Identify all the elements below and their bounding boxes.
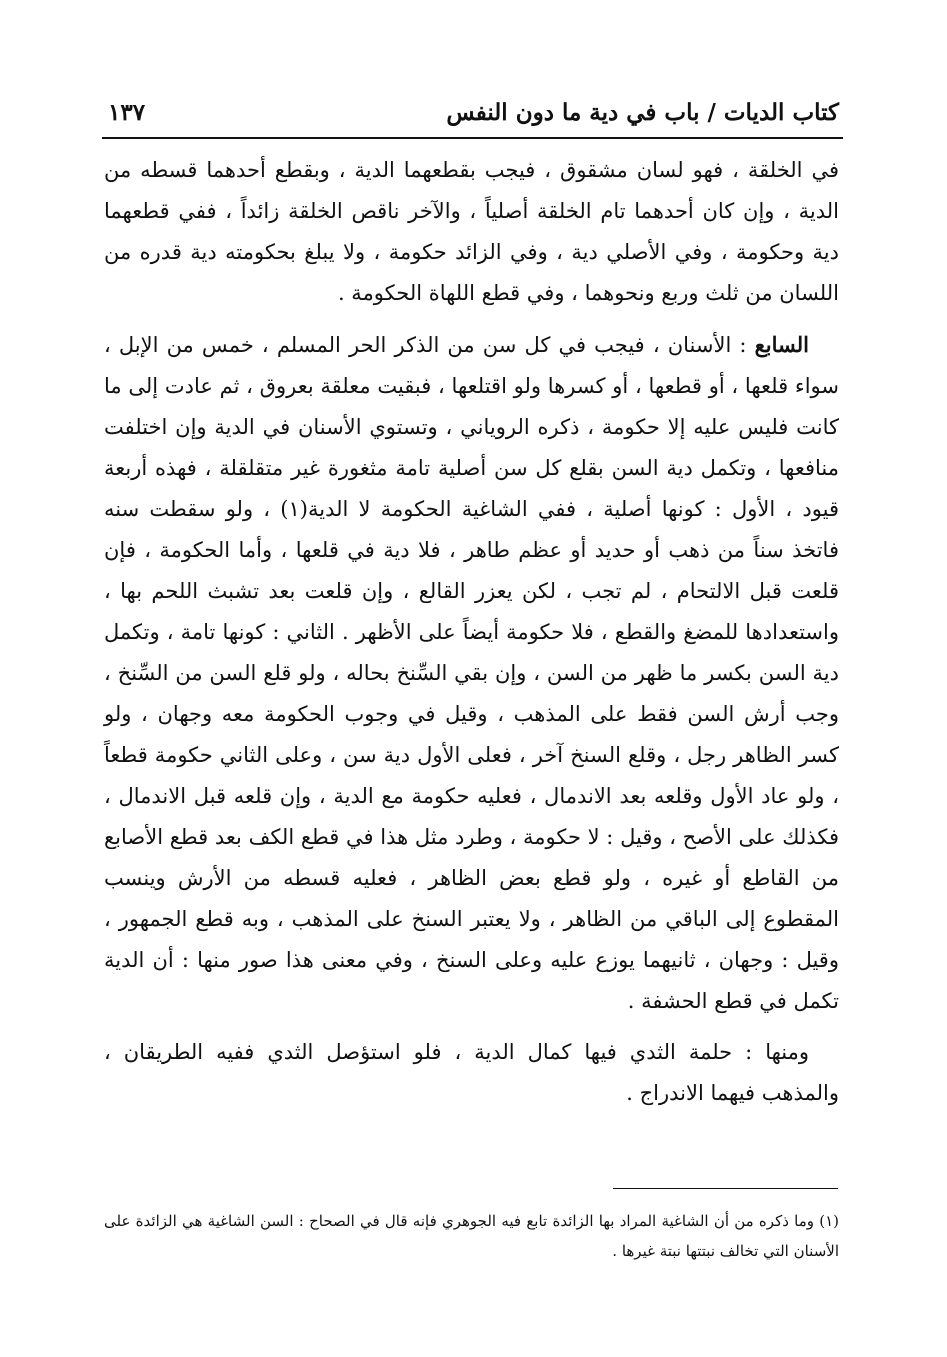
paragraph-1: في الخلقة ، فهو لسان مشقوق ، فيجب بقطعهما الدية ، وبقطع أحدهما قسطه من الدية ، وإن كان أحدهما تام الخلقة أصلياً ، والآخر ناقص الخلقة زائداً ، ففي قطعهما دية وحكومة ، وفي الأصلي دية ، وفي الزائد حكومة ، ولا يبلغ بحكومته دية قدره من اللسان من ثلث وربع ونحوهما ، وفي قطع اللهاة الحكومة . [104, 158, 839, 305]
paragraph-2 [104, 324, 839, 1022]
running-header [108, 92, 839, 132]
paragraph-2-text: : الأسنان ، فيجب في كل سن من الذكر الحر المسلم ، خمس من الإبل ، سواء قلعها ، أو قطعها ، أو كسرها ولو اقتلعها ، فبقيت معلقة بعروق ، ثم عادت إلى ما كانت فليس عليه إلا حكومة ، ذكره الروياني ، وتستوي الأسنان في الدية وإن اختلفت منافعها ، وتكمل دية السن بقلع كل سن أصلية تامة مثغورة غير متقلقلة ، فهذه أربعة قيود ، الأول : كونها أصلية ، ففي الشاغية الحكومة لا الدية(١) ، ولو سقطت سنه فاتخذ سناً من ذهب أو حديد أو عظم طاهر ، فلا دية في قلعها ، وأما الحكومة ، فإن قلعت قبل الالتحام ، لم تجب ، لكن يعزر القالع ، وإن قلعت بعد تشبث اللحم بها ، واستعدادها للمضغ والقطع ، فلا حكومة أيضاً على الأظهر . الثاني : كونها تامة ، وتكمل دية السن بكسر ما ظهر من السن ، وإن بقي السِّنخ بحاله ، ولو قلع السن من السِّنخ ، وجب أرش السن فقط على المذهب ، وقيل في وجوب الحكومة معه وجهان ، ولو كسر الظاهر رجل ، وقلع السنخ آخر ، فعلى الأول دية سن ، وعلى الثاني حكومة قطعاً ، ولو عاد الأول وقلعه بعد الاندمال ، فعليه حكومة مع الدية ، وإن قلعه قبل الاندمال ، فكذلك على الأصح ، وقيل : لا حكومة ، وطرد مثل هذا في قطع الكف بعد قطع الأصابع من القاطع أو غيره ، ولو قطع بعض الظاهر ، فعليه قسطه من الأرش وينسب المقطوع إلى الباقي من الظاهر ، ولا يعتبر السنخ على المذهب ، وبه قطع الجمهور ، وقيل : وجهان ، ثانيهما يوزع عليه وعلى السنخ ، وفي معنى هذا صور منها : أن الدية تكمل في قطع الحشفة . [104, 333, 840, 1013]
footnote: (١) وما ذكره من أن الشاغية المراد بها الزائدة تابع فيه الجوهري فإنه قال في الصحاح : السن الشاغية هي الزائدة على الأسنان التي تخالف نبتتها نبتة غيرها . [104, 1212, 839, 1260]
paragraph-3: ومنها : حلمة الثدي فيها كمال الدية ، فلو استؤصل الثدي ففيه الطريقان ، والمذهب فيهما الاندراج . [104, 1040, 839, 1105]
section-lead-word: السابع [754, 332, 809, 357]
footnote-rule [613, 1188, 838, 1189]
page-number: ١٣٧ [108, 98, 146, 126]
main-text [104, 150, 839, 1124]
chapter-title: كتاب الديات / باب في دية ما دون النفس [446, 98, 839, 126]
header-rule [102, 137, 843, 139]
